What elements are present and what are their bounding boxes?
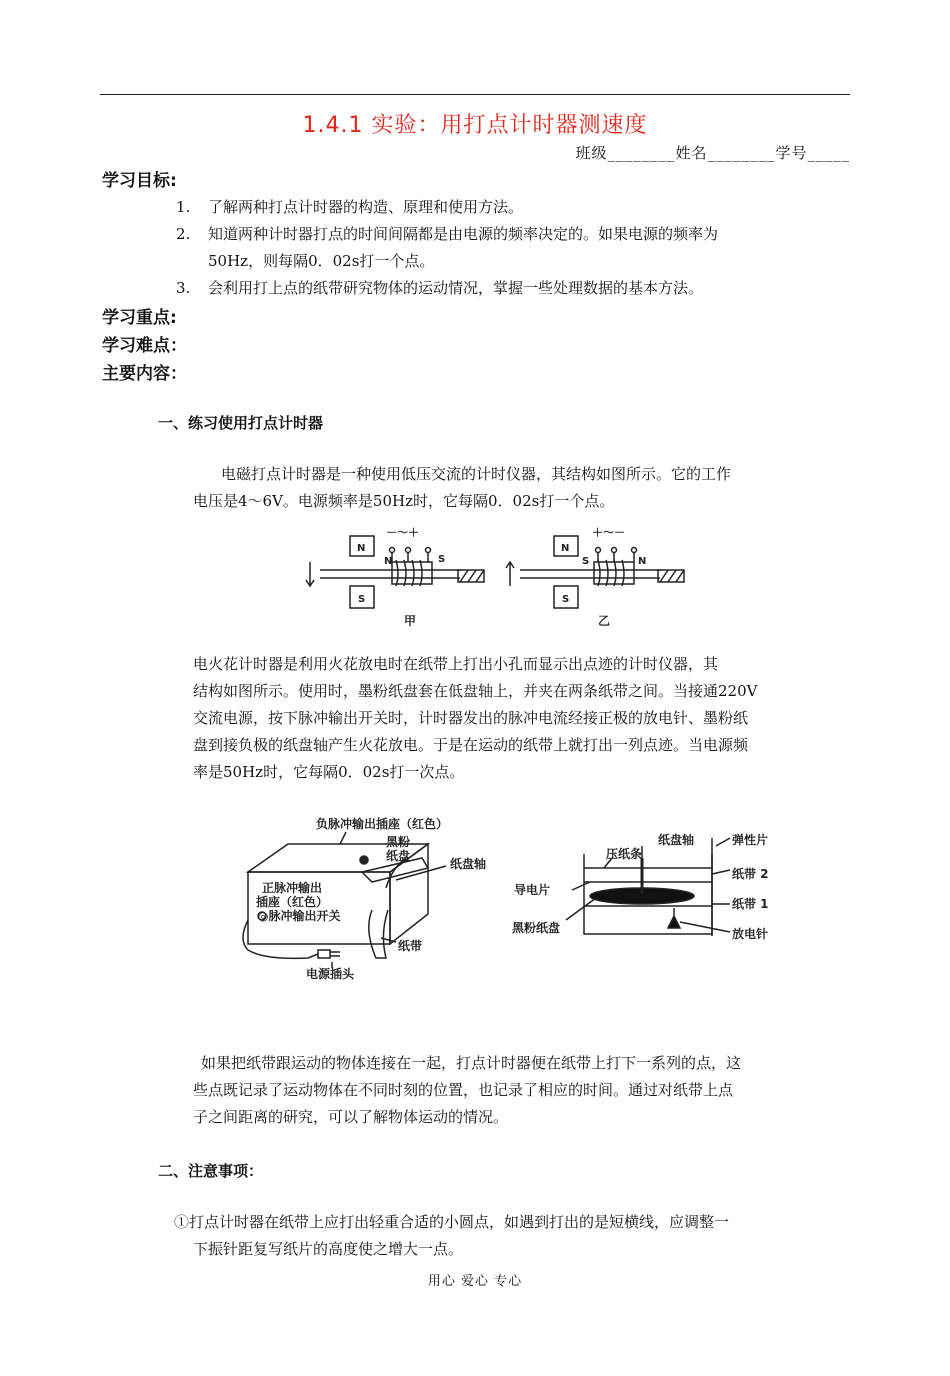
left-caption: 甲 bbox=[404, 614, 417, 628]
difficulty-heading: 学习难点： bbox=[102, 336, 187, 356]
goal-text: 会利用打上点的纸带研究物体的运动情况，掌握一些处理数据的基本方法。 bbox=[208, 279, 704, 297]
focus-heading: 学习重点: bbox=[102, 308, 177, 328]
para1-line1: 电磁打点计时器是一种使用低压交流的计时仪器，其结构如图所示。它的工作 bbox=[221, 465, 732, 483]
goals-heading: 学习目标: bbox=[102, 171, 177, 191]
tape-label: 纸带 bbox=[398, 939, 423, 953]
toner-disc-label-top: 黑粉 bbox=[386, 835, 411, 849]
toner-disc-label-bottom: 纸盘 bbox=[386, 849, 411, 863]
electromagnetic-timer-figure bbox=[300, 522, 700, 630]
left-polarity-signs: －～＋ bbox=[386, 526, 419, 539]
note1-line2: 下振针距复写纸片的高度使之增大一点。 bbox=[193, 1240, 464, 1258]
goal-number: 3. bbox=[176, 279, 191, 297]
page-footer: 用心 爱心 专心 bbox=[427, 1274, 523, 1289]
spring-label: 弹性片 bbox=[732, 833, 769, 847]
pos-socket-label-bottom: 插座（红色） bbox=[256, 895, 329, 909]
right-top-magnet-n: N bbox=[561, 543, 570, 554]
right-armature-n: N bbox=[638, 556, 647, 567]
plug-label: 电源插头 bbox=[306, 967, 355, 980]
section-toner-disc-label: 黑粉纸盘 bbox=[512, 921, 561, 935]
right-bottom-magnet-s: S bbox=[562, 594, 570, 605]
para2-line: 结构如图所示。使用时，墨粉纸盘套在低盘轴上，并夹在两条纸带之间。当接通220V bbox=[193, 682, 758, 700]
goal-number: 2. bbox=[176, 225, 191, 243]
goal-item-2 bbox=[176, 221, 836, 275]
goal-item-1 bbox=[176, 194, 836, 221]
goal-text: 知道两种计时器打点的时间间隔都是由电源的频率决定的。如果电源的频率为 bbox=[208, 225, 719, 243]
goal-item-3 bbox=[176, 275, 836, 302]
class-name-id-line: 班级________姓名________学号_____ bbox=[575, 144, 850, 162]
para3-line: 子之间距离的研究，可以了解物体运动的情况。 bbox=[193, 1108, 509, 1126]
section-disc-axis-label: 纸盘轴 bbox=[658, 833, 695, 847]
para2-line: 盘到接负极的纸盘轴产生火花放电。于是在运动的纸带上就打出一列点迹。当电源频 bbox=[193, 736, 749, 754]
press-strip-label: 压纸条 bbox=[606, 847, 643, 861]
pos-socket-label-top: 正脉冲输出 bbox=[262, 881, 323, 895]
guide-label: 导电片 bbox=[514, 883, 551, 897]
note1-line1: ①打点计时器在纸带上应打出轻重合适的小圆点，如遇到打出的是短横线，应调整一 bbox=[174, 1213, 730, 1231]
para2 bbox=[193, 651, 853, 786]
right-armature-s: S bbox=[582, 556, 590, 567]
para3-line: 些点既记录了运动物体在不同时刻的位置，也记录了相应的时间。通过对纸带上点 bbox=[193, 1081, 734, 1099]
section2-heading: 二、注意事项： bbox=[158, 1162, 264, 1180]
header-rule bbox=[100, 94, 850, 95]
tape1-label: 纸带 1 bbox=[732, 897, 769, 911]
page-title: 1.4.1 实验：用打点计时器测速度 bbox=[302, 113, 648, 138]
content-heading: 主要内容： bbox=[102, 364, 187, 384]
needle-label: 放电针 bbox=[732, 927, 769, 941]
disc-axis-label: 纸盘轴 bbox=[450, 857, 487, 871]
right-polarity-signs: ＋～－ bbox=[592, 526, 625, 539]
left-top-magnet-n: N bbox=[357, 543, 366, 554]
goal-text-continued: 50Hz，则每隔0．02s打一个点。 bbox=[208, 252, 435, 270]
spark-timer-section-figure bbox=[512, 824, 782, 950]
spark-timer-perspective-figure bbox=[236, 810, 506, 980]
left-armature-n: N bbox=[384, 556, 393, 567]
para2-line: 交流电源，按下脉冲输出开关时，计时器发出的脉冲电流经接正极的放电针、墨粉纸 bbox=[193, 709, 749, 727]
section1-heading: 一、练习使用打点计时器 bbox=[158, 414, 324, 432]
right-caption: 乙 bbox=[598, 614, 611, 628]
neg-socket-label: 负脉冲输出插座（红色） bbox=[316, 817, 449, 831]
para2-line: 率是50Hz时，它每隔0．02s打一次点。 bbox=[193, 763, 465, 781]
tape2-label: 纸带 2 bbox=[732, 867, 769, 881]
goal-number: 1. bbox=[176, 198, 191, 216]
para2-line: 电火花计时器是利用火花放电时在纸带上打出小孔而显示出点迹的计时仪器，其 bbox=[193, 655, 719, 673]
left-armature-s: S bbox=[438, 554, 446, 565]
para3 bbox=[193, 1050, 853, 1131]
left-bottom-magnet-s: S bbox=[358, 594, 366, 605]
para3-line: 如果把纸带跟运动的物体连接在一起，打点计时器便在纸带上打下一系列的点，这 bbox=[201, 1054, 742, 1072]
para1-line2: 电压是4～6V。电源频率是50Hz时，它每隔0．02s打一个点。 bbox=[193, 492, 615, 510]
goal-text: 了解两种打点计时器的构造、原理和使用方法。 bbox=[208, 198, 524, 216]
pulse-switch-label: ◎脉冲输出开关 bbox=[258, 909, 341, 923]
